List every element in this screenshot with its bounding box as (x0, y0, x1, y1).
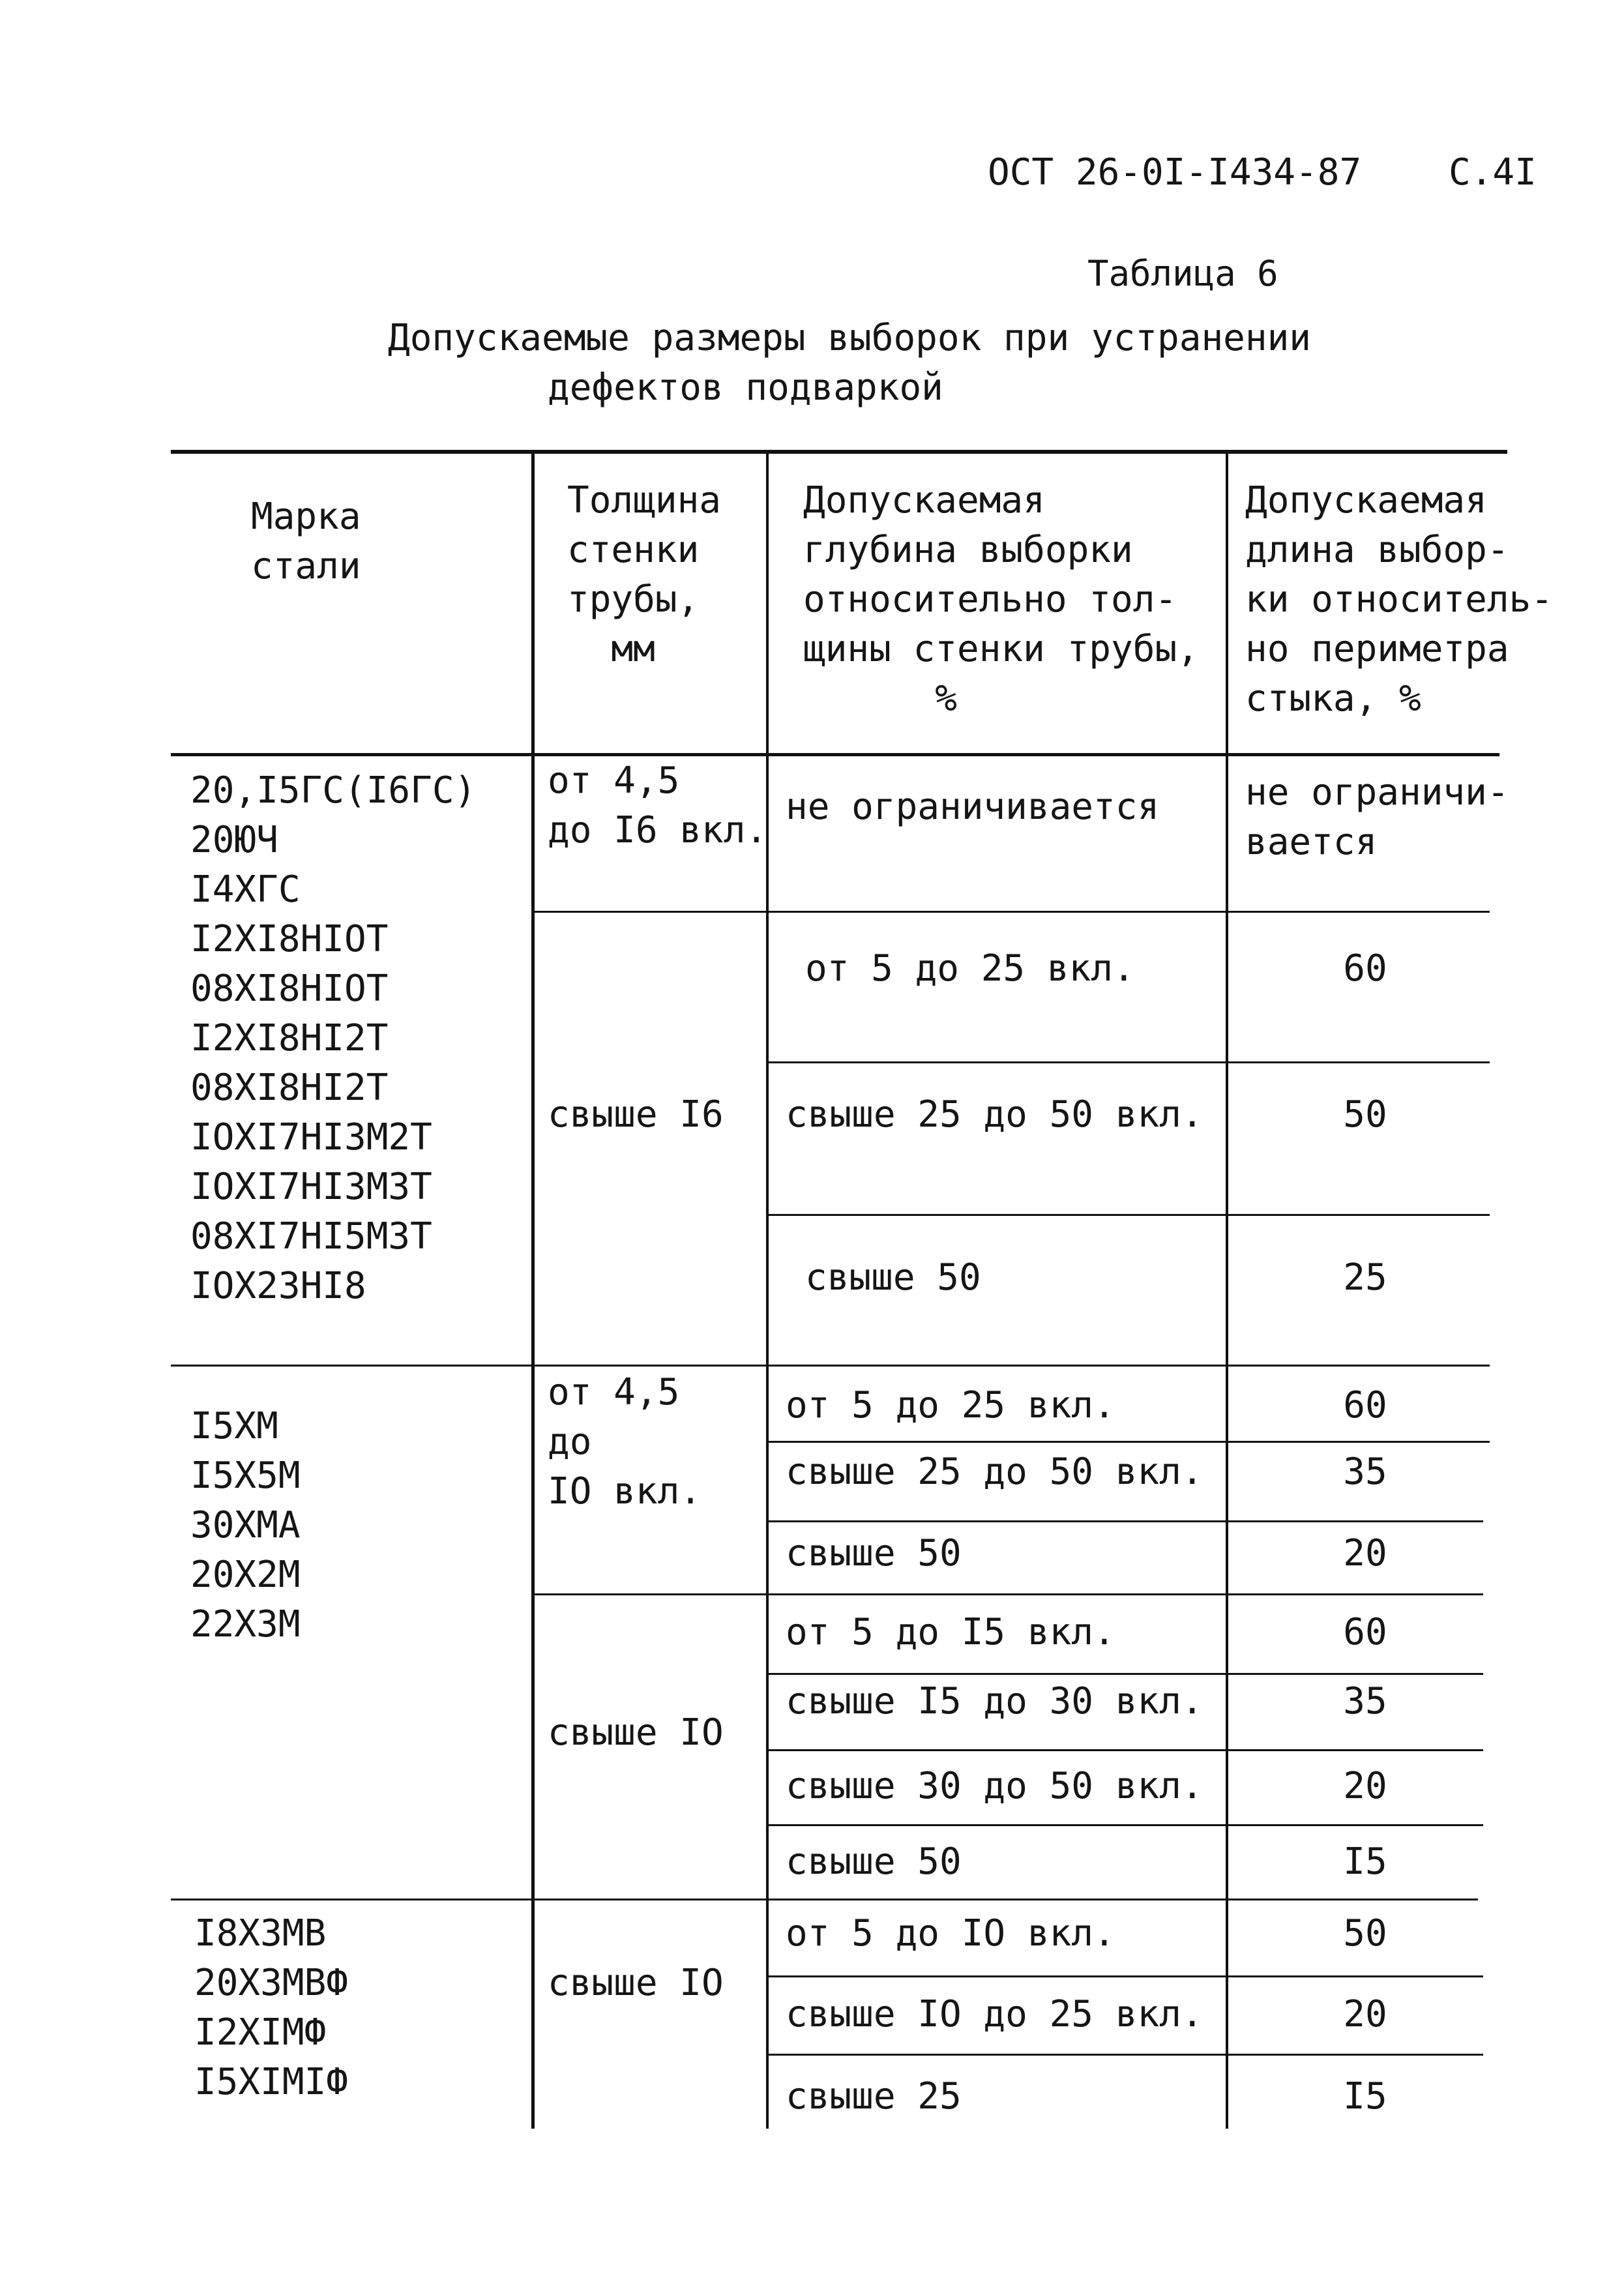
depth-cell: от 5 до IО вкл. (786, 1912, 1115, 1955)
length-cell: 35 (1343, 1680, 1387, 1722)
row-divider (766, 1824, 1483, 1826)
row-divider (531, 911, 1490, 913)
header-allowed-depth: Допускаемая глубина выборки относительно тол- щины стенки трубы, % (803, 479, 1199, 720)
row-divider (766, 2054, 1483, 2056)
group-divider (171, 1365, 1490, 1367)
length-cell: не ограничи- вается (1245, 771, 1509, 863)
column-divider (531, 452, 535, 2129)
depth-cell: свыше 25 до 50 вкл. (786, 1093, 1203, 1136)
depth-cell: свыше 50 (786, 1840, 962, 1883)
table-title-line1: Допускаемые размеры выборок при устранении (388, 317, 1312, 359)
depth-cell: не ограничивается (786, 786, 1160, 828)
steel-grades-group-1: 20,I5ГС(I6ГС) 20ЮЧ I4ХГС I2ХI8НIОТ 08ХI8НIОТ I2ХI8НI2Т 08ХI8НI2Т IОХI7НI3М2Т IОХI7НI3М3Т 08ХI7НI5М3Т IОХ23НI8 (190, 769, 477, 1307)
row-divider (766, 1975, 1483, 1977)
row-divider (766, 1214, 1490, 1216)
depth-cell: от 5 до I5 вкл. (786, 1611, 1115, 1653)
row-divider (766, 1673, 1483, 1675)
table-top-rule (171, 450, 1507, 454)
thickness-cell: от 4,5 до IО вкл. (548, 1371, 702, 1513)
header-wall-thickness: Толщина стенки трубы, мм (567, 479, 722, 670)
steel-grades-group-2: I5ХМ I5Х5М 30ХМА 20Х2М 22Х3М (190, 1405, 301, 1646)
thickness-cell: свыше IО (548, 1962, 724, 2004)
row-divider (766, 1520, 1483, 1522)
thickness-cell: свыше IО (548, 1711, 724, 1754)
length-cell: 60 (1343, 947, 1387, 990)
thickness-cell: от 4,5 до I6 вкл. (548, 760, 768, 851)
length-cell: I5 (1343, 1840, 1387, 1883)
document-code: ОСТ 26-0I-I434-87 (988, 151, 1362, 194)
depth-cell: свыше IО до 25 вкл. (786, 1993, 1203, 2035)
table-caption: Таблица 6 (1087, 253, 1278, 294)
header-bottom-rule (171, 753, 1499, 756)
header-steel-grade: Марка стали (251, 495, 361, 587)
table-title-line2: дефектов подваркой (548, 366, 943, 409)
length-cell: 35 (1343, 1451, 1387, 1493)
depth-cell: свыше 50 (786, 1532, 962, 1574)
length-cell: 25 (1343, 1256, 1387, 1299)
depth-cell: свыше 30 до 50 вкл. (786, 1765, 1203, 1807)
row-divider (531, 1593, 1483, 1595)
depth-cell: от 5 до 25 вкл. (805, 947, 1135, 990)
row-divider (766, 1749, 1483, 1751)
length-cell: 50 (1343, 1912, 1387, 1955)
length-cell: 20 (1343, 1765, 1387, 1807)
length-cell: 60 (1343, 1384, 1387, 1426)
thickness-cell: свыше I6 (548, 1093, 724, 1136)
group-divider (171, 1899, 1478, 1900)
depth-cell: свыше 50 (805, 1256, 981, 1299)
length-cell: 60 (1343, 1611, 1387, 1653)
page-number: С.4I (1449, 151, 1537, 194)
row-divider (766, 1061, 1490, 1063)
length-cell: 20 (1343, 1532, 1387, 1574)
length-cell: 20 (1343, 1993, 1387, 2035)
column-divider (766, 452, 769, 2129)
row-divider (766, 1441, 1490, 1443)
length-cell: I5 (1343, 2075, 1387, 2118)
steel-grades-group-3: I8Х3МВ 20Х3МВФ I2ХIМФ I5ХIМIФ (194, 1912, 349, 2103)
depth-cell: от 5 до 25 вкл. (786, 1384, 1115, 1426)
length-cell: 50 (1343, 1093, 1387, 1136)
depth-cell: свыше I5 до 30 вкл. (786, 1680, 1203, 1722)
depth-cell: свыше 25 (786, 2075, 962, 2118)
header-allowed-length: Допускаемая длина выбор- ки относитель- но периметра стыка, % (1245, 479, 1554, 720)
depth-cell: свыше 25 до 50 вкл. (786, 1451, 1203, 1493)
